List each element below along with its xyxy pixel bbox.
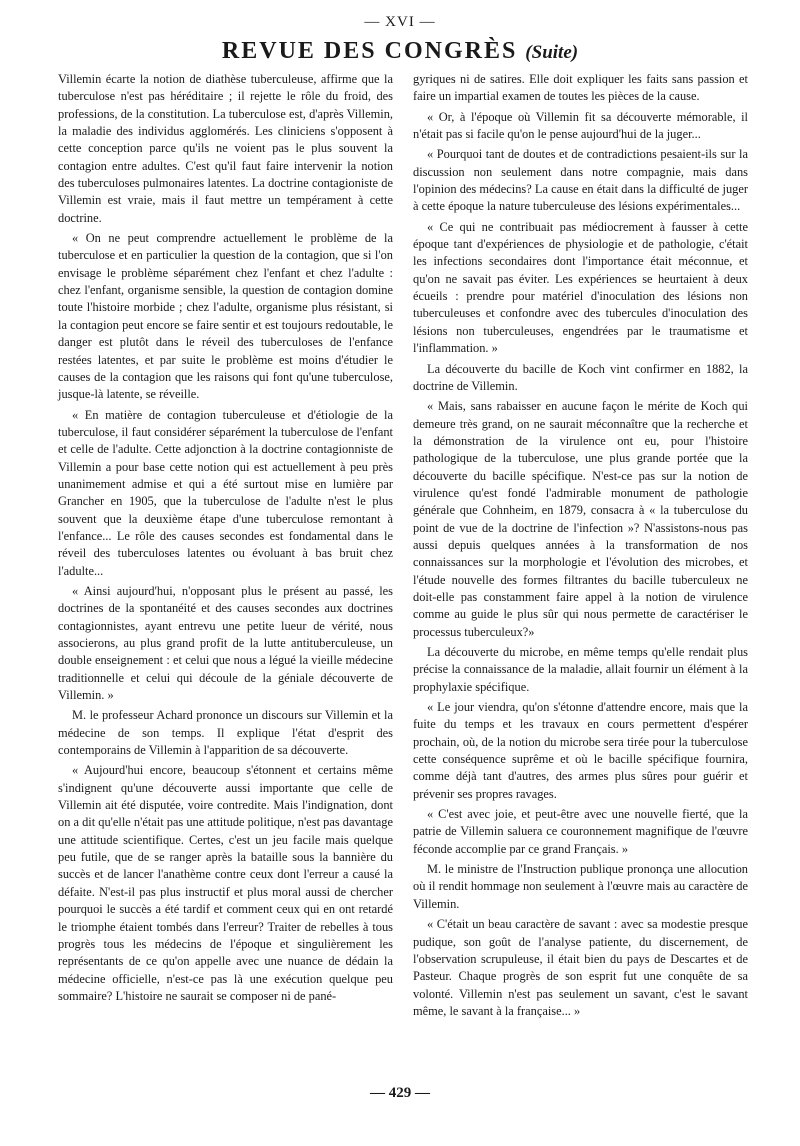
paragraph: « Pourquoi tant de doutes et de contradictions pesaient-ils sur la discussion non seulement dans notre compagnie, mais dans l'opinion des médecins? La cause en était dans la difficulté de juger à cette époque la nature tuberculeuse des lésions expérimentales... xyxy=(413,147,748,214)
page-title-suffix: (Suite) xyxy=(525,42,579,63)
paragraph: Villemin écarte la notion de diathèse tuberculeuse, affirme que la tuberculose n'est pas héréditaire ; il rejette le rôle du froid, des professions, de la constitution. La tuberculose est, d'après Villemin, la maladie des individus agglomérés. Les cliniciens s'opposent à cette conception parce qu'ils ne voient pas le plus souvent la contagion entre adultes. C'est qu'il faut faire intervenir la notion des tuberculoses pulmonaires latentes. La doctrine contagioniste de Villemin est vraie, mais il faut mettre un tempérament à cette doctrine. xyxy=(58,72,393,225)
right-column xyxy=(413,71,748,1023)
page-title-main: REVUE DES CONGRÈS xyxy=(221,38,518,64)
paragraph: « C'était un beau caractère de savant : avec sa modestie presque pudique, son goût de l'analyse patiente, du discernement, de l'observation scrupuleuse, il était bien du pays de Descartes et de Pasteur. Chaque progrès de son esprit fut une conquête de sa volonté. Villemin n'est pas seulement un savant, c'est le savant même, le savant à la française... » xyxy=(413,917,748,1018)
left-column xyxy=(58,71,393,1008)
paragraph: gyriques ni de satires. Elle doit expliquer les faits sans passion et faire un impartial examen de toutes les pièces de la cause. xyxy=(413,72,748,104)
paragraph: « Or, à l'époque où Villemin fit sa découverte mémorable, il n'était pas si facile qu'on le pense aujourd'hui de la juger... xyxy=(413,109,748,142)
paragraph: La découverte du bacille de Koch vint confirmer en 1882, la doctrine de Villemin. xyxy=(413,361,748,393)
paragraph: La découverte du microbe, en même temps qu'elle rendait plus précise la connaissance de la maladie, allait fournir un élément à la prophylaxie spécifique. xyxy=(413,645,748,694)
footer-page-number: — 429 — xyxy=(370,1085,430,1101)
paragraph: « Aujourd'hui encore, beaucoup s'étonnent et certains même s'indignent qu'une découverte aussi importante que celle de Villemin ait été disputée, voire contredite. Mais l'indignation, dont on a dit qu'elle n'était pas une attitude politique, n'est pas davantage une attitude scientifique. Certes, c'est un jeu facile mais quelque peu futile, que de se ranger après la bataille sous la bannière du succès et de lancer l'anathème contre ceux dont l'erreur a causé la défaite. N'est-il pas plus instructif et plus moral aussi de chercher pourquoi le succès a été tardif et comment ceux qui en ont retardé le triomphe étaient tombés dans l'erreur? Traiter de rebelles à tous progrès tous les médecins de l'époque et singulièrement les représentants de ce qu'on appelle avec une nuance de dédain la médecine officielle, n'est-ce pas là une exécution quelque peu sommaire? L'histoire ne saurait se composer ni de pané- xyxy=(58,763,393,1003)
paragraph: « On ne peut comprendre actuellement le problème de la tuberculose et en particulier la question de la contagion, que si l'on envisage le problème séparément chez l'enfant et chez l'adulte : chez l'enfant, organisme sensible, la question de contagion domine toute l'histoire morbide ; chez l'adulte, organisme plus résistant, si la contagion peut encore se faire sentir et est toujours redoutable, le danger est plutôt dans le réveil des tuberculoses de l'enfance restées latentes, et par suite le problème est moins d'étudier le causes de la contagion que les raisons qui font qu'une tuberculose, jusque-là latente, se réveille. xyxy=(58,231,393,402)
paragraph: « Ce qui ne contribuait pas médiocrement à fausser à cette époque tant d'expériences de physiologie et de pathologie, c'était les infections secondaires dont l'importance était méconnue, et qu'on ne savait pas éviter. Les expériences se heurtaient à deux écueils : prendre pour matériel d'inoculation des lésions non tuberculeuses et confondre avec des tubercules d'inoculation des lésions non tuberculeuses, engendrées par le traumatisme et l'inflammation. » xyxy=(413,219,748,356)
paragraph: M. le ministre de l'Instruction publique prononça une allocution où il rendit hommage non seulement à l'œuvre mais au caractère de Villemin. xyxy=(413,862,748,911)
paragraph: « Le jour viendra, qu'on s'étonne d'attendre encore, mais que la fuite du temps et les travaux en cours permettent d'espérer prochain, où, de la notion du microbe sera tirée pour la tuberculose cette conséquence suprême et où le bacille spécifique fournira, comme déjà tant d'autres, des armes plus sûres pour guérir et prévenir ses propres ravages. xyxy=(413,700,748,801)
paragraph: « Mais, sans rabaisser en aucune façon le mérite de Koch qui demeure très grand, on ne saurait méconnaître que la recherche et la démonstration de la virulence ont eu, pour l'histoire pathologique de la tuberculose, une plus grande portée que la découverte du bacille spécifique. N'est-ce pas sur la notion de virulence qu'est fondé l'admirable monument de pathologie générale que Cohnheim, en 1879, consacra à « la tuberculose du point de vue de la doctrine de l'infection »? N'assistons-nous pas aussi depuis quelques années à la transformation de nos connaissances sur la morphologie et l'évolution des microbes, et l'étude nouvelle des formes filtrantes du bacille tuberculeux ne doit-elle pas constamment faire appel à la notion de virulence comme au guide le plus sûr qui nous permette de caractériser le processus tuberculeux?» xyxy=(413,399,748,639)
paragraph: M. le professeur Achard prononce un discours sur Villemin et la médecine de son temps. Il explique l'état d'esprit des contemporains de Villemin à l'apparition de sa découverte. xyxy=(58,708,393,758)
paragraph: « En matière de contagion tuberculeuse et d'étiologie de la tuberculose, il faut considérer séparément la tuberculose de l'enfant et celle de l'adulte. Cette adjonction à la doctrine contagionniste de Villemin a pour base cette notion qui est actuellement à peu près unanimement admise et qui a été surtout mise en lumière par Grancher en 1905, que la tuberculose de l'adulte n'est le plus souvent que la deuxième étape d'une tuberculose remontant à l'enfance... Le rôle des causes secondes est fondamental dans le réveil des tuberculoses latentes ou évoluant à bas bruit chez l'adulte... xyxy=(58,407,393,578)
paragraph: « C'est avec joie, et peut-être avec une nouvelle fierté, que la patrie de Villemin saluera ce couronnement magnifique de l'œuvre féconde accomplie par ce grand Français. » xyxy=(413,807,748,856)
paragraph: « Ainsi aujourd'hui, n'opposant plus le présent au passé, les doctrines de la spontanéité et des causes secondes aux doctrines contagionnistes, ayant entrevu une petite lueur de vérité, nous associerons, au plus grand profit de la lutte antituberculeuse, un double enseignement : et celui que nous a légué la vieille médecine traditionnelle et celui qui découle de la géniale découverte de Villemin. » xyxy=(58,583,393,703)
page-title xyxy=(0,38,800,65)
header-page-numeral: — XVI — xyxy=(364,14,436,30)
